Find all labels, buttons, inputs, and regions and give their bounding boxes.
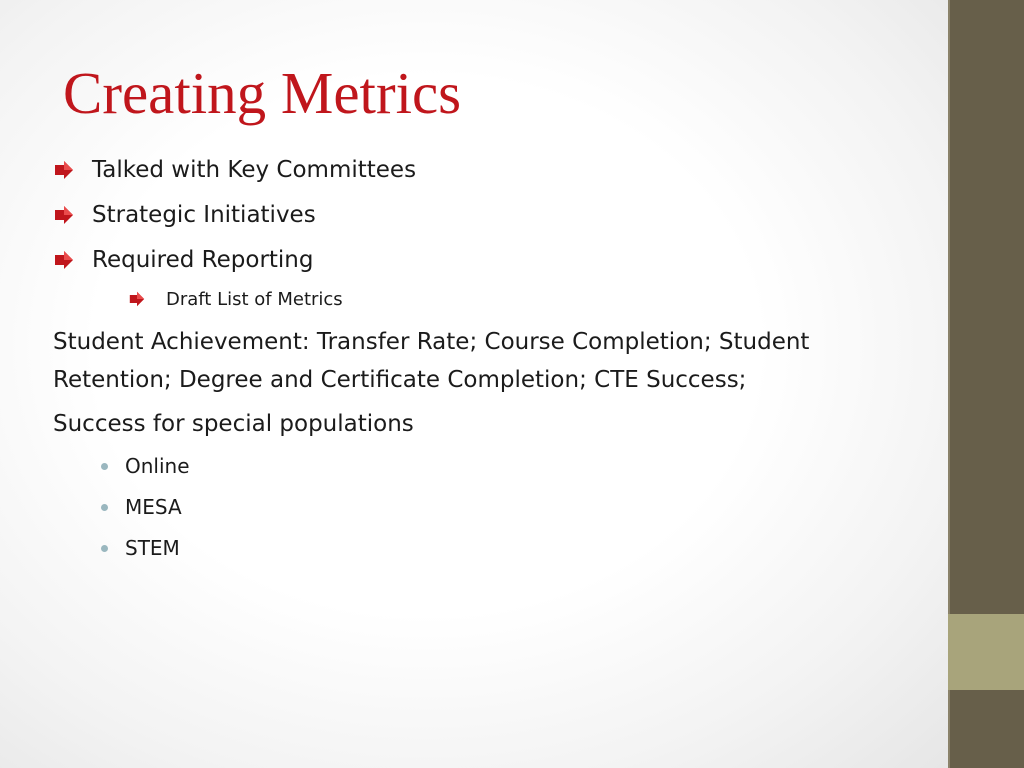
population-stem: STEM [125,536,180,560]
bullet-talked-with-key-committees: Talked with Key Committees [92,157,417,183]
bullet-required-reporting: Required Reporting [92,247,314,273]
dot-bullet-icon [101,545,108,552]
population-online: Online [125,454,190,478]
side-bar-accent-block [948,614,1024,690]
decorative-side-bar [948,0,1024,768]
dot-bullet-icon [101,463,108,470]
dot-bullet-icon [101,504,108,511]
special-populations-text: Success for special populations [53,411,414,437]
bullet-strategic-initiatives: Strategic Initiatives [92,202,316,228]
student-achievement-line-2: Retention; Degree and Certificate Completion; CTE Success; [53,367,747,393]
student-achievement-line-1: Student Achievement: Transfer Rate; Course Completion; Student [53,329,810,355]
red-arrow-bullet-icon [54,250,74,270]
sub-bullet-draft-list-of-metrics: Draft List of Metrics [166,289,343,310]
red-arrow-bullet-icon [54,160,74,180]
slide-title: Creating Metrics [63,60,462,126]
red-arrow-bullet-icon [129,291,145,307]
population-mesa: MESA [125,495,182,519]
red-arrow-bullet-icon [54,205,74,225]
